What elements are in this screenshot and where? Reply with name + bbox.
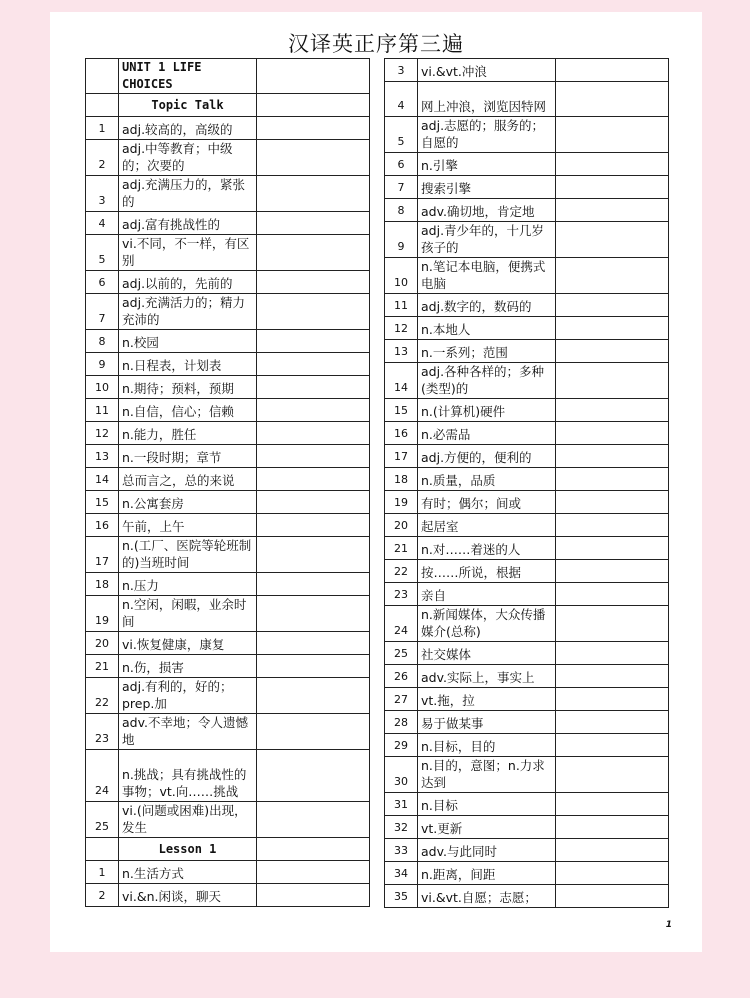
row-number: 25 — [385, 642, 418, 665]
chinese-meaning: adj.有利的，好的；prep.加 — [119, 678, 257, 714]
chinese-meaning: adv.与此同时 — [418, 839, 556, 862]
vocab-row — [86, 491, 370, 514]
answer-blank[interactable] — [556, 757, 669, 793]
row-number: 3 — [385, 59, 418, 82]
chinese-meaning: vi.恢复健康，康复 — [119, 632, 257, 655]
vocab-row — [86, 884, 370, 907]
vocab-row — [385, 757, 669, 793]
chinese-meaning: 社交媒体 — [418, 642, 556, 665]
chinese-meaning: n.引擎 — [418, 153, 556, 176]
chinese-meaning: adv.确切地，肯定地 — [418, 199, 556, 222]
vocab-row — [385, 606, 669, 642]
vocab-row — [385, 363, 669, 399]
row-number: 1 — [86, 861, 119, 884]
vocab-row — [385, 222, 669, 258]
chinese-meaning: vi.&vt.冲浪 — [418, 59, 556, 82]
vocab-row — [86, 176, 370, 212]
chinese-meaning: n.公寓套房 — [119, 491, 257, 514]
chinese-meaning: 亲自 — [418, 583, 556, 606]
row-number: 21 — [86, 655, 119, 678]
chinese-meaning: vi.不同，不一样，有区别 — [119, 235, 257, 271]
answer-blank[interactable] — [556, 176, 669, 199]
vocab-row — [385, 59, 669, 82]
chinese-meaning: n.挑战；具有挑战性的事物；vt.向……挑战 — [119, 750, 257, 802]
chinese-meaning: adv.实际上，事实上 — [418, 665, 556, 688]
row-number: 23 — [86, 714, 119, 750]
vocab-row — [385, 399, 669, 422]
answer-blank[interactable] — [257, 376, 370, 399]
chinese-meaning: n.对……着迷的人 — [418, 537, 556, 560]
vocab-row — [385, 816, 669, 839]
vocab-row — [86, 655, 370, 678]
vocab-row — [86, 117, 370, 140]
chinese-meaning: 起居室 — [418, 514, 556, 537]
answer-blank[interactable] — [556, 665, 669, 688]
chinese-meaning: adj.青少年的，十几岁孩子的 — [418, 222, 556, 258]
answer-blank[interactable] — [257, 884, 370, 907]
chinese-meaning: vt.拖，拉 — [418, 688, 556, 711]
section-header-row — [86, 59, 370, 94]
answer-blank[interactable] — [556, 399, 669, 422]
section-header-row — [86, 838, 370, 861]
row-number: 31 — [385, 793, 418, 816]
answer-blank[interactable] — [257, 537, 370, 573]
vocab-row — [385, 422, 669, 445]
chinese-meaning: vi.(问题或困难)出现，发生 — [119, 802, 257, 838]
vocab-row — [86, 271, 370, 294]
row-number: 17 — [385, 445, 418, 468]
row-number: 22 — [385, 560, 418, 583]
row-number: 3 — [86, 176, 119, 212]
answer-blank[interactable] — [556, 340, 669, 363]
answer-blank[interactable] — [556, 59, 669, 82]
chinese-meaning: n.目的，意图；n.力求达到 — [418, 757, 556, 793]
row-number: 32 — [385, 816, 418, 839]
row-number: 16 — [385, 422, 418, 445]
row-number: 2 — [86, 140, 119, 176]
vocab-row — [86, 399, 370, 422]
vocab-row — [86, 861, 370, 884]
row-number: 20 — [86, 632, 119, 655]
chinese-meaning: adv.不幸地；令人遗憾地 — [119, 714, 257, 750]
row-number: 9 — [86, 353, 119, 376]
answer-blank[interactable] — [257, 750, 370, 802]
row-number: 27 — [385, 688, 418, 711]
answer-blank[interactable] — [556, 363, 669, 399]
answer-blank[interactable] — [556, 606, 669, 642]
chinese-meaning: adj.中等教育；中级的；次要的 — [119, 140, 257, 176]
answer-blank[interactable] — [257, 514, 370, 537]
page-title: 汉译英正序第三遍 — [288, 32, 464, 56]
answer-blank[interactable] — [257, 678, 370, 714]
chinese-meaning: adj.充满压力的，紧张的 — [119, 176, 257, 212]
row-number — [86, 838, 119, 861]
answer-blank[interactable] — [257, 140, 370, 176]
answer-blank[interactable] — [556, 468, 669, 491]
row-number: 8 — [86, 330, 119, 353]
section-heading: Lesson 1 — [119, 838, 257, 861]
row-number: 26 — [385, 665, 418, 688]
answer-blank[interactable] — [556, 688, 669, 711]
row-number: 25 — [86, 802, 119, 838]
vocab-row — [86, 212, 370, 235]
vocab-row — [385, 734, 669, 757]
answer-blank[interactable] — [556, 793, 669, 816]
row-number: 17 — [86, 537, 119, 573]
right-vocab-table — [384, 58, 669, 908]
vocab-row — [385, 82, 669, 117]
row-number: 28 — [385, 711, 418, 734]
vocab-row — [86, 714, 370, 750]
answer-blank[interactable] — [556, 258, 669, 294]
answer-blank[interactable] — [257, 330, 370, 353]
answer-blank[interactable] — [257, 212, 370, 235]
row-number: 19 — [86, 596, 119, 632]
vocab-row — [385, 793, 669, 816]
row-number: 23 — [385, 583, 418, 606]
vocab-row — [385, 711, 669, 734]
vocab-row — [385, 560, 669, 583]
chinese-meaning: 搜索引擎 — [418, 176, 556, 199]
chinese-meaning: 有时；偶尔；间或 — [418, 491, 556, 514]
answer-blank[interactable] — [556, 642, 669, 665]
answer-blank[interactable] — [257, 294, 370, 330]
answer-blank[interactable] — [556, 734, 669, 757]
chinese-meaning: adj.以前的，先前的 — [119, 271, 257, 294]
row-number: 7 — [86, 294, 119, 330]
answer-blank[interactable] — [257, 399, 370, 422]
answer-blank[interactable] — [556, 816, 669, 839]
chinese-meaning: n.日程表，计划表 — [119, 353, 257, 376]
vocab-row — [385, 176, 669, 199]
chinese-meaning: 易于做某事 — [418, 711, 556, 734]
row-number: 11 — [385, 294, 418, 317]
chinese-meaning: adj.志愿的；服务的；自愿的 — [418, 117, 556, 153]
answer-blank[interactable] — [257, 632, 370, 655]
vocab-row — [86, 140, 370, 176]
answer-blank[interactable] — [257, 235, 370, 271]
vocab-row — [385, 537, 669, 560]
row-number — [86, 59, 119, 94]
row-number: 8 — [385, 199, 418, 222]
chinese-meaning: adj.充满活力的；精力充沛的 — [119, 294, 257, 330]
chinese-meaning: n.质量，品质 — [418, 468, 556, 491]
vocab-row — [385, 665, 669, 688]
chinese-meaning: adj.方便的，便利的 — [418, 445, 556, 468]
row-number: 15 — [385, 399, 418, 422]
answer-blank[interactable] — [556, 199, 669, 222]
chinese-meaning: n.伤，损害 — [119, 655, 257, 678]
row-number — [86, 94, 119, 117]
chinese-meaning: 按……所说，根据 — [418, 560, 556, 583]
answer-blank[interactable] — [257, 596, 370, 632]
vocab-row — [385, 445, 669, 468]
row-number: 4 — [86, 212, 119, 235]
chinese-meaning: adj.富有挑战性的 — [119, 212, 257, 235]
vocab-row — [385, 468, 669, 491]
section-heading: Topic Talk — [119, 94, 257, 117]
left-vocab-table — [85, 58, 370, 907]
chinese-meaning: n.校园 — [119, 330, 257, 353]
chinese-meaning: vt.更新 — [418, 816, 556, 839]
answer-blank[interactable] — [556, 537, 669, 560]
row-number: 5 — [385, 117, 418, 153]
row-number: 13 — [86, 445, 119, 468]
row-number: 21 — [385, 537, 418, 560]
row-number: 24 — [385, 606, 418, 642]
vocab-row — [86, 422, 370, 445]
answer-blank[interactable] — [556, 117, 669, 153]
chinese-meaning: n.自信，信心；信赖 — [119, 399, 257, 422]
vocab-row — [385, 491, 669, 514]
row-number: 18 — [385, 468, 418, 491]
chinese-meaning: n.期待；预料，预期 — [119, 376, 257, 399]
answer-blank[interactable] — [556, 862, 669, 885]
row-number: 4 — [385, 82, 418, 117]
vocab-row — [86, 353, 370, 376]
answer-blank[interactable] — [257, 445, 370, 468]
vocab-row — [86, 376, 370, 399]
answer-blank[interactable] — [257, 94, 370, 117]
row-number: 7 — [385, 176, 418, 199]
chinese-meaning: n.(工厂、医院等轮班制的)当班时间 — [119, 537, 257, 573]
vocab-row — [86, 750, 370, 802]
chinese-meaning: adj.各种各样的；多种(类型)的 — [418, 363, 556, 399]
answer-blank[interactable] — [556, 583, 669, 606]
row-number: 9 — [385, 222, 418, 258]
row-number: 10 — [385, 258, 418, 294]
row-number: 33 — [385, 839, 418, 862]
vocab-row — [385, 839, 669, 862]
answer-blank[interactable] — [257, 271, 370, 294]
row-number: 34 — [385, 862, 418, 885]
chinese-meaning: 网上冲浪，浏览因特网 — [418, 82, 556, 117]
row-number: 2 — [86, 884, 119, 907]
row-number: 13 — [385, 340, 418, 363]
chinese-meaning: 总而言之，总的来说 — [119, 468, 257, 491]
chinese-meaning: n.压力 — [119, 573, 257, 596]
answer-blank[interactable] — [556, 445, 669, 468]
answer-blank[interactable] — [257, 491, 370, 514]
vocab-row — [385, 862, 669, 885]
row-number: 12 — [385, 317, 418, 340]
vocab-row — [385, 317, 669, 340]
answer-blank[interactable] — [556, 839, 669, 862]
answer-blank[interactable] — [556, 711, 669, 734]
vocab-row — [86, 330, 370, 353]
row-number: 6 — [385, 153, 418, 176]
vocab-row — [86, 514, 370, 537]
row-number: 18 — [86, 573, 119, 596]
answer-blank[interactable] — [556, 294, 669, 317]
vocab-row — [385, 258, 669, 294]
chinese-meaning: n.目标 — [418, 793, 556, 816]
row-number: 10 — [86, 376, 119, 399]
row-number: 22 — [86, 678, 119, 714]
chinese-meaning: vi.&n.闲谈，聊天 — [119, 884, 257, 907]
chinese-meaning: vi.&vt.自愿；志愿； — [418, 885, 556, 908]
row-number: 29 — [385, 734, 418, 757]
chinese-meaning: n.距离，间距 — [418, 862, 556, 885]
vocab-row — [385, 514, 669, 537]
answer-blank[interactable] — [257, 655, 370, 678]
vocab-row — [385, 294, 669, 317]
answer-blank[interactable] — [556, 885, 669, 908]
chinese-meaning: 午前，上午 — [119, 514, 257, 537]
chinese-meaning: n.(计算机)硬件 — [418, 399, 556, 422]
chinese-meaning: n.能力，胜任 — [119, 422, 257, 445]
answer-blank[interactable] — [556, 153, 669, 176]
chinese-meaning: n.必需品 — [418, 422, 556, 445]
vocab-row — [86, 678, 370, 714]
page-number: 1 — [665, 920, 672, 930]
answer-blank[interactable] — [257, 802, 370, 838]
answer-blank[interactable] — [257, 176, 370, 212]
row-number: 35 — [385, 885, 418, 908]
section-heading: UNIT 1 LIFE CHOICES — [119, 59, 257, 94]
row-number: 19 — [385, 491, 418, 514]
vocab-row — [86, 468, 370, 491]
chinese-meaning: n.生活方式 — [119, 861, 257, 884]
row-number: 24 — [86, 750, 119, 802]
answer-blank[interactable] — [556, 422, 669, 445]
answer-blank[interactable] — [257, 353, 370, 376]
vocab-row — [385, 199, 669, 222]
row-number: 1 — [86, 117, 119, 140]
row-number: 14 — [385, 363, 418, 399]
vocab-row — [86, 445, 370, 468]
chinese-meaning: n.新闻媒体，大众传播媒介(总称) — [418, 606, 556, 642]
answer-blank[interactable] — [556, 222, 669, 258]
chinese-meaning: n.笔记本电脑，便携式电脑 — [418, 258, 556, 294]
vocab-row — [86, 596, 370, 632]
vocab-row — [385, 583, 669, 606]
vocab-row — [86, 294, 370, 330]
answer-blank[interactable] — [257, 838, 370, 861]
vocab-row — [385, 885, 669, 908]
row-number: 14 — [86, 468, 119, 491]
answer-blank[interactable] — [257, 422, 370, 445]
chinese-meaning: n.目标，目的 — [418, 734, 556, 757]
answer-blank[interactable] — [556, 82, 669, 117]
vocab-row — [86, 573, 370, 596]
answer-blank[interactable] — [556, 491, 669, 514]
vocab-row — [86, 537, 370, 573]
row-number: 16 — [86, 514, 119, 537]
chinese-meaning: n.一系列；范围 — [418, 340, 556, 363]
chinese-meaning: n.本地人 — [418, 317, 556, 340]
section-header-row — [86, 94, 370, 117]
answer-blank[interactable] — [556, 560, 669, 583]
vocab-row — [385, 117, 669, 153]
row-number: 11 — [86, 399, 119, 422]
answer-blank[interactable] — [556, 514, 669, 537]
answer-blank[interactable] — [257, 117, 370, 140]
answer-blank[interactable] — [556, 317, 669, 340]
vocab-row — [86, 802, 370, 838]
answer-blank[interactable] — [257, 861, 370, 884]
answer-blank[interactable] — [257, 468, 370, 491]
row-number: 20 — [385, 514, 418, 537]
row-number: 6 — [86, 271, 119, 294]
vocab-row — [385, 688, 669, 711]
answer-blank[interactable] — [257, 573, 370, 596]
row-number: 30 — [385, 757, 418, 793]
answer-blank[interactable] — [257, 59, 370, 94]
row-number: 12 — [86, 422, 119, 445]
vocab-row — [86, 235, 370, 271]
vocab-row — [385, 340, 669, 363]
vocab-row — [385, 153, 669, 176]
vocab-row — [385, 642, 669, 665]
row-number: 5 — [86, 235, 119, 271]
chinese-meaning: adj.较高的，高级的 — [119, 117, 257, 140]
worksheet-page — [50, 12, 702, 952]
answer-blank[interactable] — [257, 714, 370, 750]
chinese-meaning: n.空闲，闲暇，业余时间 — [119, 596, 257, 632]
chinese-meaning: adj.数字的，数码的 — [418, 294, 556, 317]
vocab-row — [86, 632, 370, 655]
row-number: 15 — [86, 491, 119, 514]
chinese-meaning: n.一段时期；章节 — [119, 445, 257, 468]
